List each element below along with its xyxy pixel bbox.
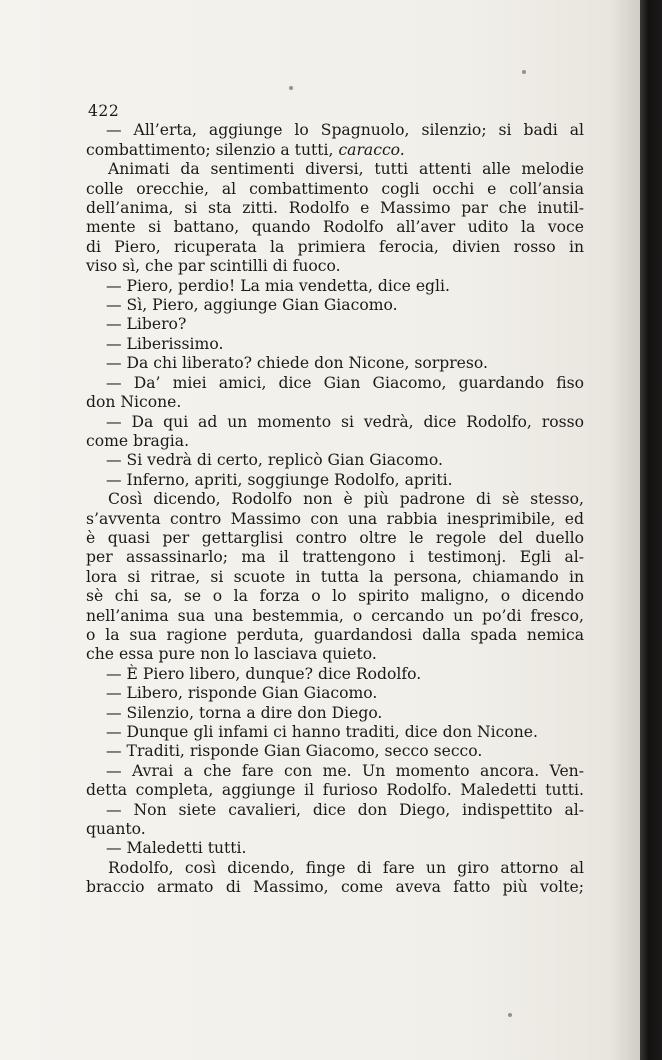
line-text: — Avrai a che fare con me. Un momento ancora. Ven- [106,761,584,780]
line-text: colle orecchie, al combattimento cogli occhi e coll’ansia [86,179,584,198]
text-line [86,121,584,140]
text-line [86,587,584,606]
line-text: — Da qui ad un momento si vedrà, dice Rodolfo, rosso [106,412,584,431]
text-line [86,141,584,160]
text-line [86,762,584,781]
line-text: — Non siete cavalieri, dice don Diego, indispettito al- [106,800,584,819]
ink-speck [508,1013,512,1017]
line-text: — Da chi liberato? chiede don Nicone, sorpreso. [106,354,488,373]
line-text: nell’anima sua una bestemmia, o cercando un po’di fresco, [86,606,584,625]
text-line [86,742,584,761]
line-text: — Sì, Piero, aggiunge Gian Giacomo. [106,296,398,315]
text-line [86,354,584,373]
line-text: come bragia. [86,431,190,450]
line-text: dell’anima, si sta zitti. Rodolfo e Massimo par che inutil- [86,199,584,218]
line-text: — Traditi, risponde Gian Giacomo, secco secco. [106,742,483,761]
line-text: s’avventa contro Massimo con una rabbia inesprimibile, ed [86,509,584,528]
text-line [86,820,584,839]
book-spine-shadow [640,0,662,1060]
text-line [86,199,584,218]
text-line [86,801,584,820]
ink-speck [289,86,293,90]
text-line [86,335,584,354]
line-text: sè chi sa, se o la forza o lo spirito maligno, o dicendo [86,587,584,606]
line-text: — È Piero libero, dunque? dice Rodolfo. [106,664,422,683]
text-line [86,471,584,490]
line-text: quanto. [86,820,146,839]
line-text: Rodolfo, così dicendo, finge di fare un giro attorno al [108,858,584,877]
text-line [86,723,584,742]
italic-word: caracco. [338,140,405,159]
text-line [86,548,584,567]
line-text: per assassinarlo; ma il trattengono i testimonj. Egli al- [86,548,584,567]
line-text: — Libero? [106,315,187,334]
text-line [86,160,584,179]
text-lines [86,121,584,897]
text-line [86,257,584,276]
text-line [86,839,584,858]
line-text: — Libero, risponde Gian Giacomo. [106,684,378,703]
text-line [86,296,584,315]
text-line [86,315,584,334]
line-text: o la sua ragione perduta, guardandosi dalla spada nemica [86,625,584,644]
text-line [86,607,584,626]
text-line [86,645,584,664]
line-text: lora si ritrae, si scuote in tutta la persona, chiamando in [86,567,584,586]
text-line [86,704,584,723]
text-line [86,180,584,199]
line-text: braccio armato di Massimo, come aveva fatto più volte; [86,878,584,897]
line-text: — Piero, perdio! La mia vendetta, dice egli. [106,276,450,295]
text-line [86,665,584,684]
line-text: Animati da sentimenti diversi, tutti attenti alle melodie [108,160,584,179]
line-text: è quasi per gettarglisi contro oltre le regole del duello [86,528,584,547]
text-line [86,878,584,897]
line-text: mente si battano, quando Rodolfo all’aver udito la voce [86,218,584,237]
line-text: — Inferno, apriti, soggiunge Rodolfo, apriti. [106,470,453,489]
text-line [86,684,584,703]
text-line [86,451,584,470]
line-text: — Silenzio, torna a dire don Diego. [106,703,383,722]
line-text: — All’erta, aggiunge lo Spagnuolo, silenzio; si badi al [106,121,584,140]
line-text: combattimento; silenzio a tutti, [86,140,334,159]
text-line [86,510,584,529]
text-line [86,393,584,412]
line-text: Così dicendo, Rodolfo non è più padrone di sè stesso, [108,490,584,509]
line-text: che essa pure non lo lasciava quieto. [86,645,377,664]
line-text: viso sì, che par scintilli di fuoco. [86,257,341,276]
ink-speck [522,70,526,74]
text-line [86,413,584,432]
page-text [86,102,584,898]
line-text: — Liberissimo. [106,334,224,353]
text-line [86,238,584,257]
text-line [86,529,584,548]
text-line [86,568,584,587]
text-line [86,432,584,451]
text-line [86,490,584,509]
text-line [86,859,584,878]
line-text: — Si vedrà di certo, replicò Gian Giacomo. [106,451,443,470]
line-text: — Dunque gli infami ci hanno traditi, dice don Nicone. [106,723,538,741]
line-text: — Da’ miei amici, dice Gian Giacomo, guardando fiso [106,373,584,392]
text-line [86,626,584,645]
line-text: — Maledetti tutti. [106,839,247,858]
line-text: don Nicone. [86,393,182,412]
page-number: 422 [88,102,120,120]
text-line [86,218,584,237]
text-line [86,781,584,800]
line-text: di Piero, ricuperata la primiera ferocia, divien rosso in [86,237,584,256]
text-line [86,374,584,393]
text-line [86,277,584,296]
line-text: detta completa, aggiunge il furioso Rodolfo. Maledetti tutti. [86,781,584,800]
